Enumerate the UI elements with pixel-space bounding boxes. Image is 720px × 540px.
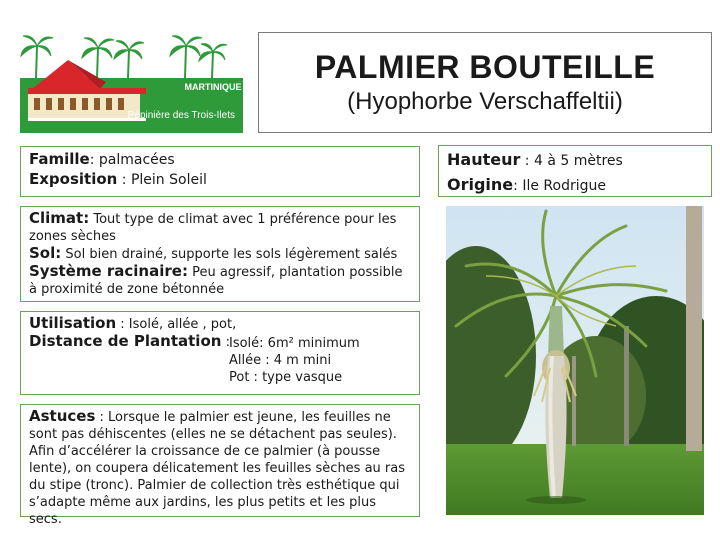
usage-panel	[20, 311, 420, 395]
tips-panel	[20, 404, 420, 527]
height-origin-panel	[438, 145, 712, 197]
climat-label: Climat:	[29, 209, 90, 227]
origine-value: : Ile Rodrigue	[513, 178, 606, 194]
distance-pot: Pot : type vasque	[229, 370, 343, 385]
distance-heading	[29, 333, 229, 386]
distance-values	[229, 333, 360, 386]
growing-conditions-panel	[20, 206, 420, 302]
plant-latin-name: (Hyophorbe Verschaffeltii)	[347, 88, 623, 115]
distance-isole: Isolé: 6m² minimum	[229, 336, 360, 351]
title-panel	[258, 32, 712, 133]
racinaire-text	[29, 263, 411, 298]
astuces-label: Astuces	[29, 407, 96, 425]
hauteur-value: : 4 à 5 mètres	[520, 153, 623, 169]
distance-allee: Allée : 4 m mini	[229, 353, 332, 368]
sol-value: Sol bien drainé, supporte les sols légèrement salés	[61, 247, 398, 262]
climat-value: Tout type de climat avec 1 préférence pour les zones sèches	[29, 212, 397, 244]
palm-illustration	[446, 206, 704, 515]
logo-subtitle: Pépinière des Trois-Ilets	[127, 110, 235, 121]
climat-text	[29, 210, 411, 245]
racinaire-value: Peu agressif, plantation possible à proximité de zone bétonnée	[29, 265, 403, 297]
plant-name: PALMIER BOUTEILLE	[314, 49, 656, 85]
palm-photo	[446, 206, 704, 515]
origine-label: Origine	[447, 175, 514, 194]
family-exposure-panel	[20, 146, 420, 197]
origine-row	[447, 173, 703, 198]
sol-text	[29, 245, 411, 263]
exposition-label: Exposition	[29, 170, 118, 188]
famille-label: Famille	[29, 150, 90, 168]
sol-label: Sol:	[29, 244, 62, 262]
logo-brand: MARTINIQUE	[184, 82, 242, 92]
hauteur-row	[447, 148, 703, 173]
utilisation-row	[29, 315, 411, 333]
utilisation-label: Utilisation	[29, 314, 117, 332]
utilisation-value: : Isolé, allée , pot,	[116, 317, 237, 332]
exposition-value: : Plein Soleil	[117, 172, 207, 188]
distance-label: Distance de Plantation	[29, 332, 222, 350]
nursery-logo	[20, 32, 243, 133]
exposition-row	[29, 170, 411, 190]
famille-row	[29, 150, 411, 170]
famille-value: : palmacées	[89, 152, 175, 168]
distance-row	[29, 333, 411, 386]
racinaire-label: Système racinaire:	[29, 262, 188, 280]
hauteur-label: Hauteur	[447, 150, 521, 169]
distance-separator: :	[221, 335, 230, 350]
astuces-value: : Lorsque le palmier est jeune, les feuilles ne sont pas déhiscentes (elles ne se détachent pas seules). Afin d’accélérer la croissance de ce palmier (à pousse lente), on coupera délicatement les feuilles sèches au ras du stipe (tronc). Palmier de collection très esthétique qui s’adapte même aux jardins, les plus petits et les plus secs.	[29, 410, 406, 527]
